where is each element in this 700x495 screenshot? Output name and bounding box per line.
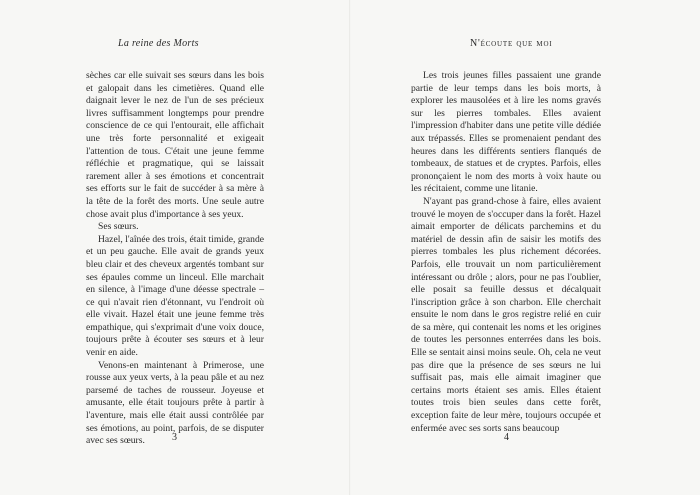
running-head-right: N'écoute que moi (470, 38, 553, 49)
paragraph: Hazel, l'aînée des trois, était timide, grande et un peu gauche. Elle avait de grands yeux bleu clair et des cheveux argentés tombant sur ses épaules comme un linceul. Elle marchait en silence, à l'image d'une déesse spectrale – ce qui n'avait rien d'étonnant, vu l'endroit où elle vivait. Hazel était une jeune femme très empathique, qui s'exprimait d'une voix douce, toujours prête à écouter ses sœurs et à leur venir en aide. (86, 233, 264, 359)
paragraph: Ses sœurs. (98, 221, 139, 233)
paragraph: N'ayant pas grand-chose à faire, elles avaient trouvé le moyen de s'occuper dans la forêt. Hazel aimait emporter de délicats parchemins et du matériel de dessin afin de saisir les motifs des pierres tombales les plus richement décorées. Parfois, elle trouvait un nom particulièrement intéressant ou drôle ; alors, pour ne pas l'oublier, elle posait sa feuille dessus et décalquait l'inscription grâce à son charbon. Elle cherchait ensuite le nom dans le gros registre relié en cuir de sa mère, qui contenait les noms et les origines de toutes les personnes enterrées dans les bois. Elle se sentait ainsi moins seule. Oh, cela ne veut pas dire que la présence de ses sœurs ne lui suffisait pas, mais elle aimait imaginer que certains morts étaient ses amis. Elles étaient toutes trois bien seules dans cette forêt, exception faite de leur mère, toujours occupée et enfermée avec ses sorts sans beaucoup (411, 195, 601, 434)
right-page (351, 0, 700, 495)
page-number-left: 3 (172, 432, 177, 443)
paragraph: Venons-en maintenant à Primerose, une rousse aux yeux verts, à la peau pâle et au nez parsemé de taches de rousseur. Joyeuse et amusante, elle était toujours prête à partir à l'aventure, mais elle était aussi contrôlée par ses émotions, au point, parfois, de se disputer avec ses sœurs. (86, 359, 264, 447)
body-text-right (411, 70, 601, 435)
paragraph: Les trois jeunes filles passaient une grande partie de leur temps dans les bois morts, à explorer les mausolées et à lire les noms gravés sur les pierres tombales. Elles avaient l'impression d'habiter dans une petite ville dédiée aux trépassés. Elles se promenaient pendant des heures dans les différents sentiers flanqués de tombeaux, de statues et de cryptes. Parfois, elles prononçaient le nom des morts à voix haute ou les récitaient, comme une litanie. (411, 70, 601, 195)
body-text-left (86, 70, 264, 448)
running-head-left: La reine des Morts (118, 38, 199, 49)
page-number-right: 4 (504, 432, 509, 443)
paragraph: sèches car elle suivait ses sœurs dans les bois et galopait dans les cimetières. Quand elle daignait lever le nez de l'un de ses précieux livres suffisamment longtemps pour prendre conscience de ce qui l'entourait, elle affichait une très forte personnalité et exigeait l'attention de tous. C'était une jeune femme réfléchie et pragmatique, qui se laissait rarement aller à ses émotions et concentrait ses efforts sur le fait de succéder à sa mère à la tête de la forêt des morts. Une seule autre chose avait plus d'importance à ses yeux. (86, 70, 264, 220)
